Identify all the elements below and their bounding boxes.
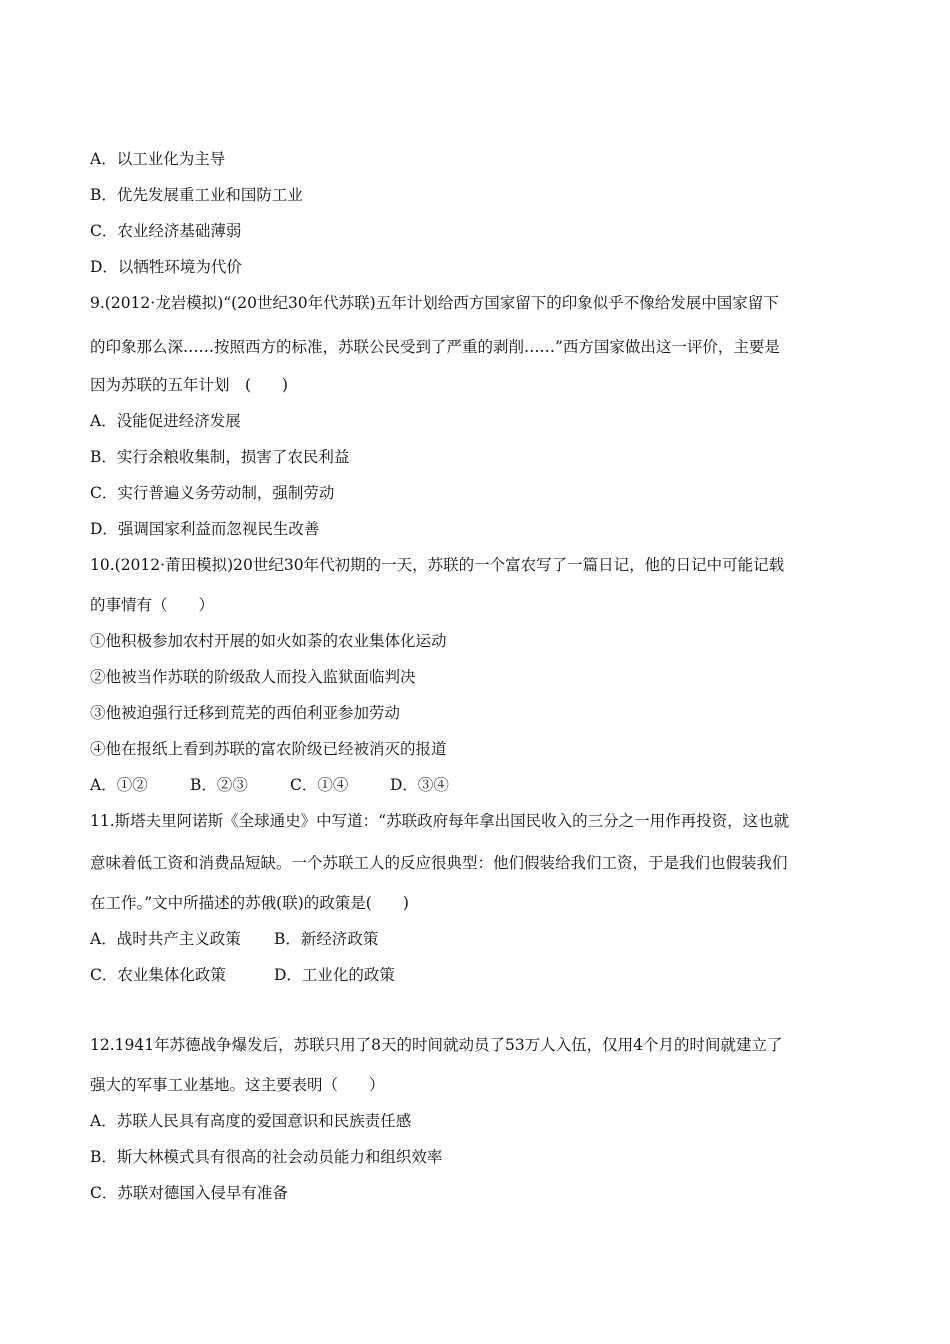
q12-option-b: B．斯大林模式具有很高的社会动员能力和组织效率: [90, 1148, 443, 1166]
q10-item-1: ①他积极参加农村开展的如火如荼的农业集体化运动: [90, 632, 447, 650]
q10-option-d: D．③④: [390, 776, 449, 794]
q9-option-d: D．强调国家利益而忽视民生改善: [90, 520, 320, 538]
q9-stem-line-2: 的印象那么深……按照西方的标准，苏联公民受到了严重的剥削……”西方国家做出这一评价，主要是: [90, 338, 780, 356]
q9-option-c: C．实行普遍义务劳动制，强制劳动: [90, 484, 335, 502]
q12-stem-line-2: 强大的军事工业基地。这主要表明（ ）: [90, 1076, 385, 1094]
q8-option-a: A．以工业化为主导: [90, 150, 226, 168]
q11-stem-line-1: 11.斯塔夫里阿诺斯《全球通史》中写道：“苏联政府每年拿出国民收入的三分之一用作再投资，这也就: [90, 812, 790, 830]
q11-options-row-2: [90, 964, 395, 986]
q11-stem-line-2: 意味着低工资和消费品短缺。一个苏联工人的反应很典型：他们假装给我们工资，于是我们也假装我们: [90, 854, 788, 872]
q8-option-b: B．优先发展重工业和国防工业: [90, 186, 303, 204]
q11-option-a: A．战时共产主义政策: [90, 930, 241, 948]
q9-stem-line-1: 9.(2012·龙岩模拟)“(20世纪30年代苏联)五年计划给西方国家留下的印象似乎不像给发展中国家留下: [90, 294, 779, 312]
q8-option-c: C．农业经济基础薄弱: [90, 222, 242, 240]
q10-stem-line-2: 的事情有（ ）: [90, 596, 215, 614]
q10-options-row: [90, 774, 449, 796]
q11-option-d: D．工业化的政策: [274, 966, 395, 984]
q10-item-4: ④他在报纸上看到苏联的富农阶级已经被消灭的报道: [90, 740, 447, 758]
q11-option-b: B．新经济政策: [274, 930, 379, 948]
q11-stem-line-3: 在工作。”文中所描述的苏俄(联)的政策是( ): [90, 894, 409, 912]
q11-options-row-1: [90, 928, 378, 950]
q10-item-2: ②他被当作苏联的阶级敌人而投入监狱面临判决: [90, 668, 416, 686]
q9-option-b: B．实行余粮收集制，损害了农民利益: [90, 448, 350, 466]
q12-option-c: C．苏联对德国入侵早有准备: [90, 1184, 288, 1202]
q10-item-3: ③他被迫强行迁移到荒芜的西伯利亚参加劳动: [90, 704, 401, 722]
q12-option-a: A．苏联人民具有高度的爱国意识和民族责任感: [90, 1112, 412, 1130]
q12-stem-line-1: 12.1941年苏德战争爆发后，苏联只用了8天的时间就动员了53万人入伍，仅用4个月的时间就建立了: [90, 1036, 783, 1054]
q10-option-a: A．①②: [90, 776, 148, 794]
q9-option-a: A．没能促进经济发展: [90, 412, 241, 430]
q10-option-c: C．①④: [290, 776, 349, 794]
q10-stem-line-1: 10.(2012·莆田模拟)20世纪30年代初期的一天，苏联的一个富农写了一篇日记，他的日记中可能记载: [90, 556, 785, 574]
q11-option-c: C．农业集体化政策: [90, 966, 226, 984]
q10-option-b: B．②③: [190, 776, 248, 794]
q8-option-d: D．以牺牲环境为代价: [90, 258, 242, 276]
q9-stem-line-3: 因为苏联的五年计划 ( ): [90, 376, 289, 394]
